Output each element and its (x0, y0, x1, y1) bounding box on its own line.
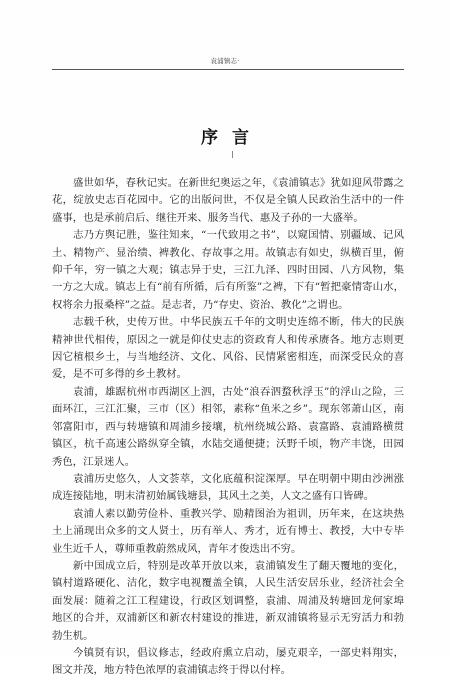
title-tick-mark (232, 151, 233, 158)
paragraph: 袁浦，雄踞杭州市西湖区上泗，古处“浪吞泗蝥秋浮玉”的浮山之险，三面环江，三江汇聚，三市（区）相邻，素称“鱼米之乡”。现东邻萧山区，南邻富阳市，西与转塘镇和周浦乡接壤，杭州绕城公路、袁富路、袁浦路横贯镇区，杭千高速公路纵穿全镇，水陆交通便捷；沃野千顷，物产丰饶，田园秀色，江景迷人。 (52, 385, 404, 468)
body-text (52, 175, 404, 680)
paragraph: 志乃方舆记胜，鉴往知来，“一代致用之书”，以窥国情、别疆域、记风土、精物产、显治绩、裨教化、存故事之用。故镇志有如史，纵横百里，俯仰千年，穷一镇之大观；镇志异于史，三江九泽、四时田园、八方风物，集一方之大成。镇志上有“前有所循，后有所鉴”之裨，下有“暂把豪情寄山水，权将余力报桑梓”之益。是志者，乃“存史、资治、教化”之谓也。 (52, 229, 404, 311)
paragraph: 志载千秋，史传万世。中华民族五千年的文明史连绵不断，伟大的民族精神世代相传，原因之一就是仰仗史志的资政育人和传承赓各。地方志则更因它植根乡土，与当地经济、文化、风俗、民情紧密相连，而深受民众的喜爱，是不可多得的乡土教材。 (52, 316, 404, 381)
paragraph: 今镇贤有识，倡议修志，经政府熏立启动，屡克艰辛，一部史料翔实，图文并茂，地方特色浓厚的袁浦镇志终于得以付梓。 (52, 646, 404, 677)
running-head: 袁浦镇志· (210, 57, 240, 65)
paragraph: 盛世如华，春秋记实。在新世纪奥运之年，《袁浦镇志》犹如迎风带露之花，绽放史志百花园中。它的出版问世，不仅是全镇人民政治生活中的一件盛事，也是承前启后、继往开来、服务当代、惠及子孙的一大盛举。 (52, 177, 404, 224)
header-rule (52, 69, 404, 70)
page-title: 序言 (201, 128, 263, 148)
paragraph: 新中国成立后，特别是改革开放以来，袁浦镇发生了翻天覆地的变化，镇村道路硬化、洁化，数字电视覆盖全镇，人民生活安居乐业，经济社会全面发展：随着之江工程建设，行政区划调整，袁浦、周浦及转塘回龙何家埠地区的合并，双浦新区和新农村建设的推进，新双浦镇将显示无穷活力和勃勃生机。 (52, 559, 404, 642)
paragraph: 袁浦人素以勤劳俭朴、重教兴学、励精图治为祖训，历年来，在这块热土上涌现出众多的文人贤士，历有举人、秀才，近有博士、教授，大中专毕业生近千人，尊师重教蔚然成风，青年才俊迭出不穷。 (52, 507, 404, 555)
paragraph: 袁浦历史悠久，人文荟萃，文化底蕴积淀深厚。早在明朝中期由沙洲涨成连接陆地，明末清初始属钱塘县，其风土之美，人文之盛有口皆碑。 (52, 472, 404, 503)
